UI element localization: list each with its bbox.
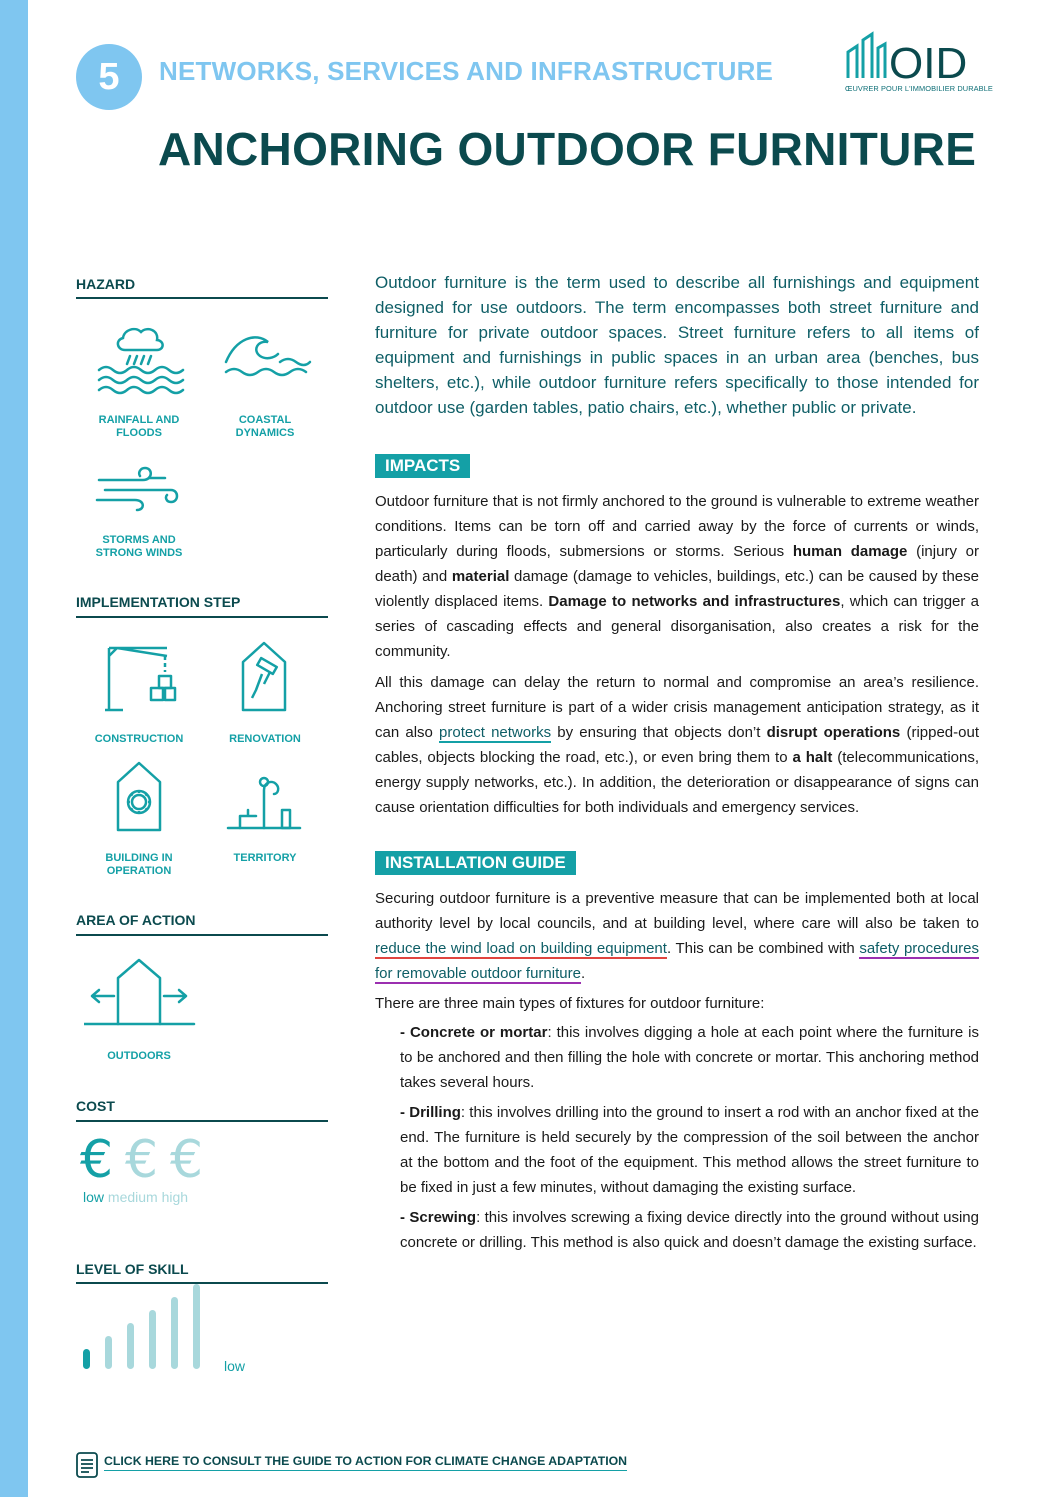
- cost-euro-3: €: [170, 1130, 204, 1190]
- hazard-heading: HAZARD: [76, 276, 136, 292]
- skill-heading: LEVEL OF SKILL: [76, 1261, 189, 1277]
- skill-bar-4: [149, 1310, 156, 1369]
- skill-bar-2: [105, 1336, 112, 1369]
- fixture-drilling: - Drilling: this involves drilling into the ground to insert a rod with an anchor fixed at the end. The furniture is held securely by the compression of the soil between the anchor at the bottom and the foot of the equipment. This method allows the street furniture to be fixed in just a few minutes, without damaging the existing surface.: [400, 1104, 979, 1196]
- chapter-title: NETWORKS, SERVICES AND INFRASTRUCTURE: [159, 56, 774, 86]
- impacts-text: [375, 489, 979, 820]
- crane-icon: [103, 642, 177, 714]
- skill-bar-6: [193, 1284, 200, 1369]
- skill-rule: [76, 1282, 328, 1284]
- guide-paragraph-2: There are three main types of fixtures for outdoor furniture:: [375, 995, 765, 1012]
- area-heading: AREA OF ACTION: [76, 912, 196, 928]
- document-icon[interactable]: [76, 1452, 98, 1478]
- area-label-outdoors: OUTDOORS: [107, 1050, 171, 1062]
- impacts-paragraph-2: All this damage can delay the return to normal and compromise an area’s resilience. Anchoring street furniture is part of a wider crisis management anticipation strategy, as it can also protect networks by ensuring that objects don’t disrupt operations (ripped-out cables, objects blocking the road, etc.), or even bring them to a halt (telecommunications, energy supply networks, etc.). In addition, the deterioration or disappearance of signs can cause orientation difficulties for both individuals and emergency services.: [375, 674, 979, 816]
- cost-label-low: low: [83, 1189, 105, 1205]
- guide-text: [375, 886, 979, 1016]
- safety-procedures-link[interactable]: safety procedures for removable outdoor furniture: [375, 940, 980, 982]
- hazard-label-coastal: COASTAL DYNAMICS: [235, 414, 295, 439]
- hazard-rule: [76, 297, 328, 299]
- page-title: ANCHORING OUTDOOR FURNITURE: [158, 123, 977, 175]
- cost-heading: COST: [76, 1098, 115, 1114]
- wave-icon: [222, 328, 312, 378]
- implementation-heading: IMPLEMENTATION STEP: [76, 594, 241, 610]
- cost-scale-labels: [83, 1189, 188, 1205]
- hazard-label-storms: STORMS AND STRONG WINDS: [95, 534, 183, 559]
- fixture-concrete: - Concrete or mortar: this involves digging a hole at each point where the furniture is to be anchored and then filling the hole with concrete or mortar. This anchoring method takes several hours.: [400, 1024, 979, 1091]
- step-label-construction: CONSTRUCTION: [94, 733, 184, 745]
- step-label-renovation: RENOVATION: [229, 733, 301, 745]
- logo-tagline: ŒUVRER POUR L'IMMOBILIER DURABLE: [845, 84, 993, 93]
- hazard-label-rainfall: RAINFALL AND FLOODS: [98, 414, 180, 439]
- wind-icon: [95, 462, 181, 514]
- street-lamp-icon: [226, 776, 302, 832]
- outdoors-house-icon: [84, 958, 196, 1028]
- gear-house-icon: [115, 760, 163, 832]
- wind-load-link[interactable]: reduce the wind load on building equipment: [375, 940, 667, 957]
- intro-paragraph: Outdoor furniture is the term used to describe all furnishings and equipment designed for use outdoors. The term encompasses both street furniture and furniture for private outdoor spaces. Street furniture refers to all items of equipment and furnishings in public spaces in an urban area (benches, bus shelters, etc.), while outdoor furniture refers specifically to those intended for outdoor use (garden tables, patio chairs, etc.), whether public or private.: [375, 273, 979, 417]
- cost-rule: [76, 1120, 328, 1122]
- skill-bar-5: [171, 1297, 178, 1369]
- logo-wordmark: OID: [889, 39, 968, 88]
- step-label-territory: TERRITORY: [233, 852, 297, 864]
- guide-to-action-link[interactable]: CLICK HERE TO CONSULT THE GUIDE TO ACTION FOR CLIMATE CHANGE ADAPTATION: [104, 1454, 627, 1471]
- chapter-number-badge: 5: [76, 44, 142, 110]
- cost-euro-1: €: [80, 1130, 114, 1190]
- impacts-paragraph-1: Outdoor furniture that is not firmly anchored to the ground is vulnerable to extreme weather conditions. Items can be torn off and carried away by the force of currents or winds, particularly during floods, submersions or storms. Serious human damage (injury or death) and material damage (damage to vehicles, buildings, etc.) can be caused by these violently displaced items. Damage to networks and infrastructures, which can trigger a series of cascading effects and general disorganisation, also creates a risk for the community.: [375, 493, 980, 660]
- protect-networks-link[interactable]: protect networks: [439, 724, 552, 741]
- paint-roller-icon: [240, 640, 288, 712]
- area-rule: [76, 934, 328, 936]
- guide-paragraph-1: Securing outdoor furniture is a preventive measure that can be implemented both at local authority level by local councils, and at building level, where care will also be taken to reduce the wind load on building equipment. This can be combined with safety procedures for removable outdoor furniture.: [375, 890, 980, 982]
- impacts-tag: IMPACTS: [375, 454, 470, 478]
- skill-bar-3: [127, 1323, 134, 1369]
- side-color-bar: [0, 0, 28, 1497]
- cost-label-high: high: [161, 1189, 189, 1205]
- skill-bar-1: [83, 1349, 90, 1369]
- cost-label-medium: medium: [107, 1189, 158, 1205]
- rain-flood-icon: [95, 322, 185, 398]
- implementation-rule: [76, 616, 328, 618]
- skill-label: low: [224, 1358, 246, 1374]
- cost-euro-2: €: [125, 1130, 159, 1190]
- fixture-screwing: - Screwing: this involves screwing a fixing device directly into the ground without using concrete or drilling. This method is also quick and doesn’t damage the existing surface.: [400, 1209, 979, 1251]
- step-label-operation: BUILDING IN OPERATION: [105, 852, 173, 877]
- installation-guide-tag: INSTALLATION GUIDE: [375, 851, 576, 875]
